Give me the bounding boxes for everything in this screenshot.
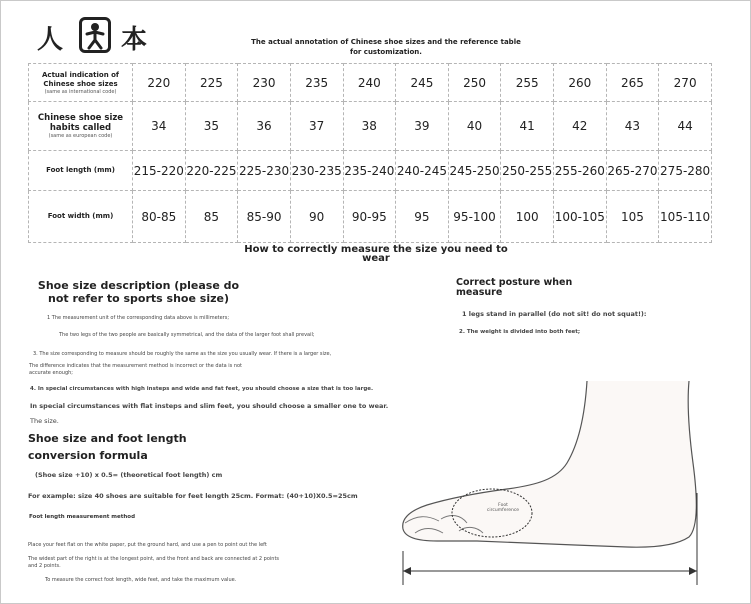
table-cell: 230-235 — [290, 151, 343, 191]
table-cell: 90 — [290, 191, 343, 243]
table-cell: 80-85 — [133, 191, 186, 243]
method-title: Foot length measurement method — [29, 514, 136, 520]
description-line: The difference indicates that the measurement method is incorrect or the data is not accurate enough; — [29, 363, 243, 376]
table-cell: 100-105 — [554, 191, 607, 243]
table-cell: 95-100 — [448, 191, 501, 243]
row-label: Foot length (mm) — [29, 151, 133, 191]
table-cell: 43 — [606, 102, 659, 151]
measure-title: How to correctly measure the size you need to wear — [244, 244, 508, 264]
table-cell: 34 — [133, 102, 186, 151]
table-cell: 100 — [501, 191, 554, 243]
description-line: 1 The measurement unit of the corresponding data above is millimeters; — [47, 315, 230, 321]
table-cell: 265 — [606, 64, 659, 102]
table-cell: 240-245 — [396, 151, 449, 191]
table-cell: 245-250 — [448, 151, 501, 191]
table-cell: 95 — [396, 191, 449, 243]
table-row — [29, 151, 712, 191]
table-cell: 41 — [501, 102, 554, 151]
table-cell: 270 — [659, 64, 712, 102]
circumference-label: Foot circumference — [486, 503, 520, 513]
description-title: Shoe size description (please do not refer to sports shoe size) — [37, 279, 240, 305]
table-row — [29, 191, 712, 243]
posture-item: 1 legs stand in parallel (do not sit! do not squat!): — [462, 310, 647, 318]
table-cell: 220 — [133, 64, 186, 102]
table-cell: 44 — [659, 102, 712, 151]
table-cell: 255-260 — [554, 151, 607, 191]
description-line: In special circumstances with flat insteps and slim feet, you should choose a smaller one to wear. — [30, 402, 389, 410]
row-label: Actual indication of Chinese shoe sizes (same as international code) — [29, 64, 133, 102]
description-line: 3. The size corresponding to measure should be roughly the same as the size you usually wear. If there is a larger size, — [33, 351, 332, 357]
description-line: The two legs of the two people are basically symmetrical, and the data of the larger foot shall prevail; — [59, 332, 315, 338]
description-line: The size. — [30, 417, 59, 425]
table-cell: 220-225 — [185, 151, 238, 191]
conversion-title: Shoe size and foot length conversion formula — [28, 432, 187, 462]
table-cell: 38 — [343, 102, 396, 151]
table-cell: 230 — [238, 64, 291, 102]
description-line: 4. In special circumstances with high insteps and wide and fat feet, you should choose a size that is too large. — [30, 386, 374, 392]
posture-title: Correct posture when measure — [456, 277, 573, 298]
table-cell: 240 — [343, 64, 396, 102]
table-cell: 35 — [185, 102, 238, 151]
row-label: Foot width (mm) — [29, 191, 133, 243]
table-cell: 85 — [185, 191, 238, 243]
table-cell: 275-280 — [659, 151, 712, 191]
person-in-box-icon — [79, 17, 111, 53]
brand-logo — [37, 15, 157, 59]
posture-item: 2. The weight is divided into both feet; — [459, 329, 581, 335]
table-row — [29, 64, 712, 102]
table-cell: 40 — [448, 102, 501, 151]
row-label: Chinese shoe size habits called (same as european code) — [29, 102, 133, 151]
conversion-formula: (Shoe size +10) x 0.5= (theoretical foot length) cm — [35, 471, 223, 479]
table-cell: 235 — [290, 64, 343, 102]
method-step: Place your feet flat on the white paper, put the ground hard, and use a pen to point out the left — [28, 542, 267, 548]
logo-left-glyph: 人 — [37, 25, 64, 55]
table-cell: 255 — [501, 64, 554, 102]
table-cell: 260 — [554, 64, 607, 102]
table-cell: 42 — [554, 102, 607, 151]
size-table — [28, 63, 712, 243]
table-cell: 90-95 — [343, 191, 396, 243]
logo-right-glyph: 本 — [121, 25, 148, 55]
table-cell: 105-110 — [659, 191, 712, 243]
table-cell: 235-240 — [343, 151, 396, 191]
table-cell: 85-90 — [238, 191, 291, 243]
table-cell: 37 — [290, 102, 343, 151]
table-cell: 225 — [185, 64, 238, 102]
table-cell: 225-230 — [238, 151, 291, 191]
table-row — [29, 102, 712, 151]
method-step: To measure the correct foot length, wide feet, and take the maximum value. — [45, 577, 237, 583]
table-cell: 265-270 — [606, 151, 659, 191]
foot-measurement-illustration — [397, 373, 717, 589]
table-cell: 105 — [606, 191, 659, 243]
table-cell: 36 — [238, 102, 291, 151]
conversion-example: For example: size 40 shoes are suitable for feet length 25cm. Format: (40+10)X0.5=25cm — [28, 492, 358, 500]
table-cell: 39 — [396, 102, 449, 151]
table-cell: 250 — [448, 64, 501, 102]
table-cell: 250-255 — [501, 151, 554, 191]
method-step: The widest part of the right is at the longest point, and the front and back are connected at 2 points and 2 points. — [28, 556, 280, 569]
header-note: The actual annotation of Chinese shoe sizes and the reference table for customization. — [251, 38, 521, 56]
table-cell: 245 — [396, 64, 449, 102]
table-cell: 215-220 — [133, 151, 186, 191]
